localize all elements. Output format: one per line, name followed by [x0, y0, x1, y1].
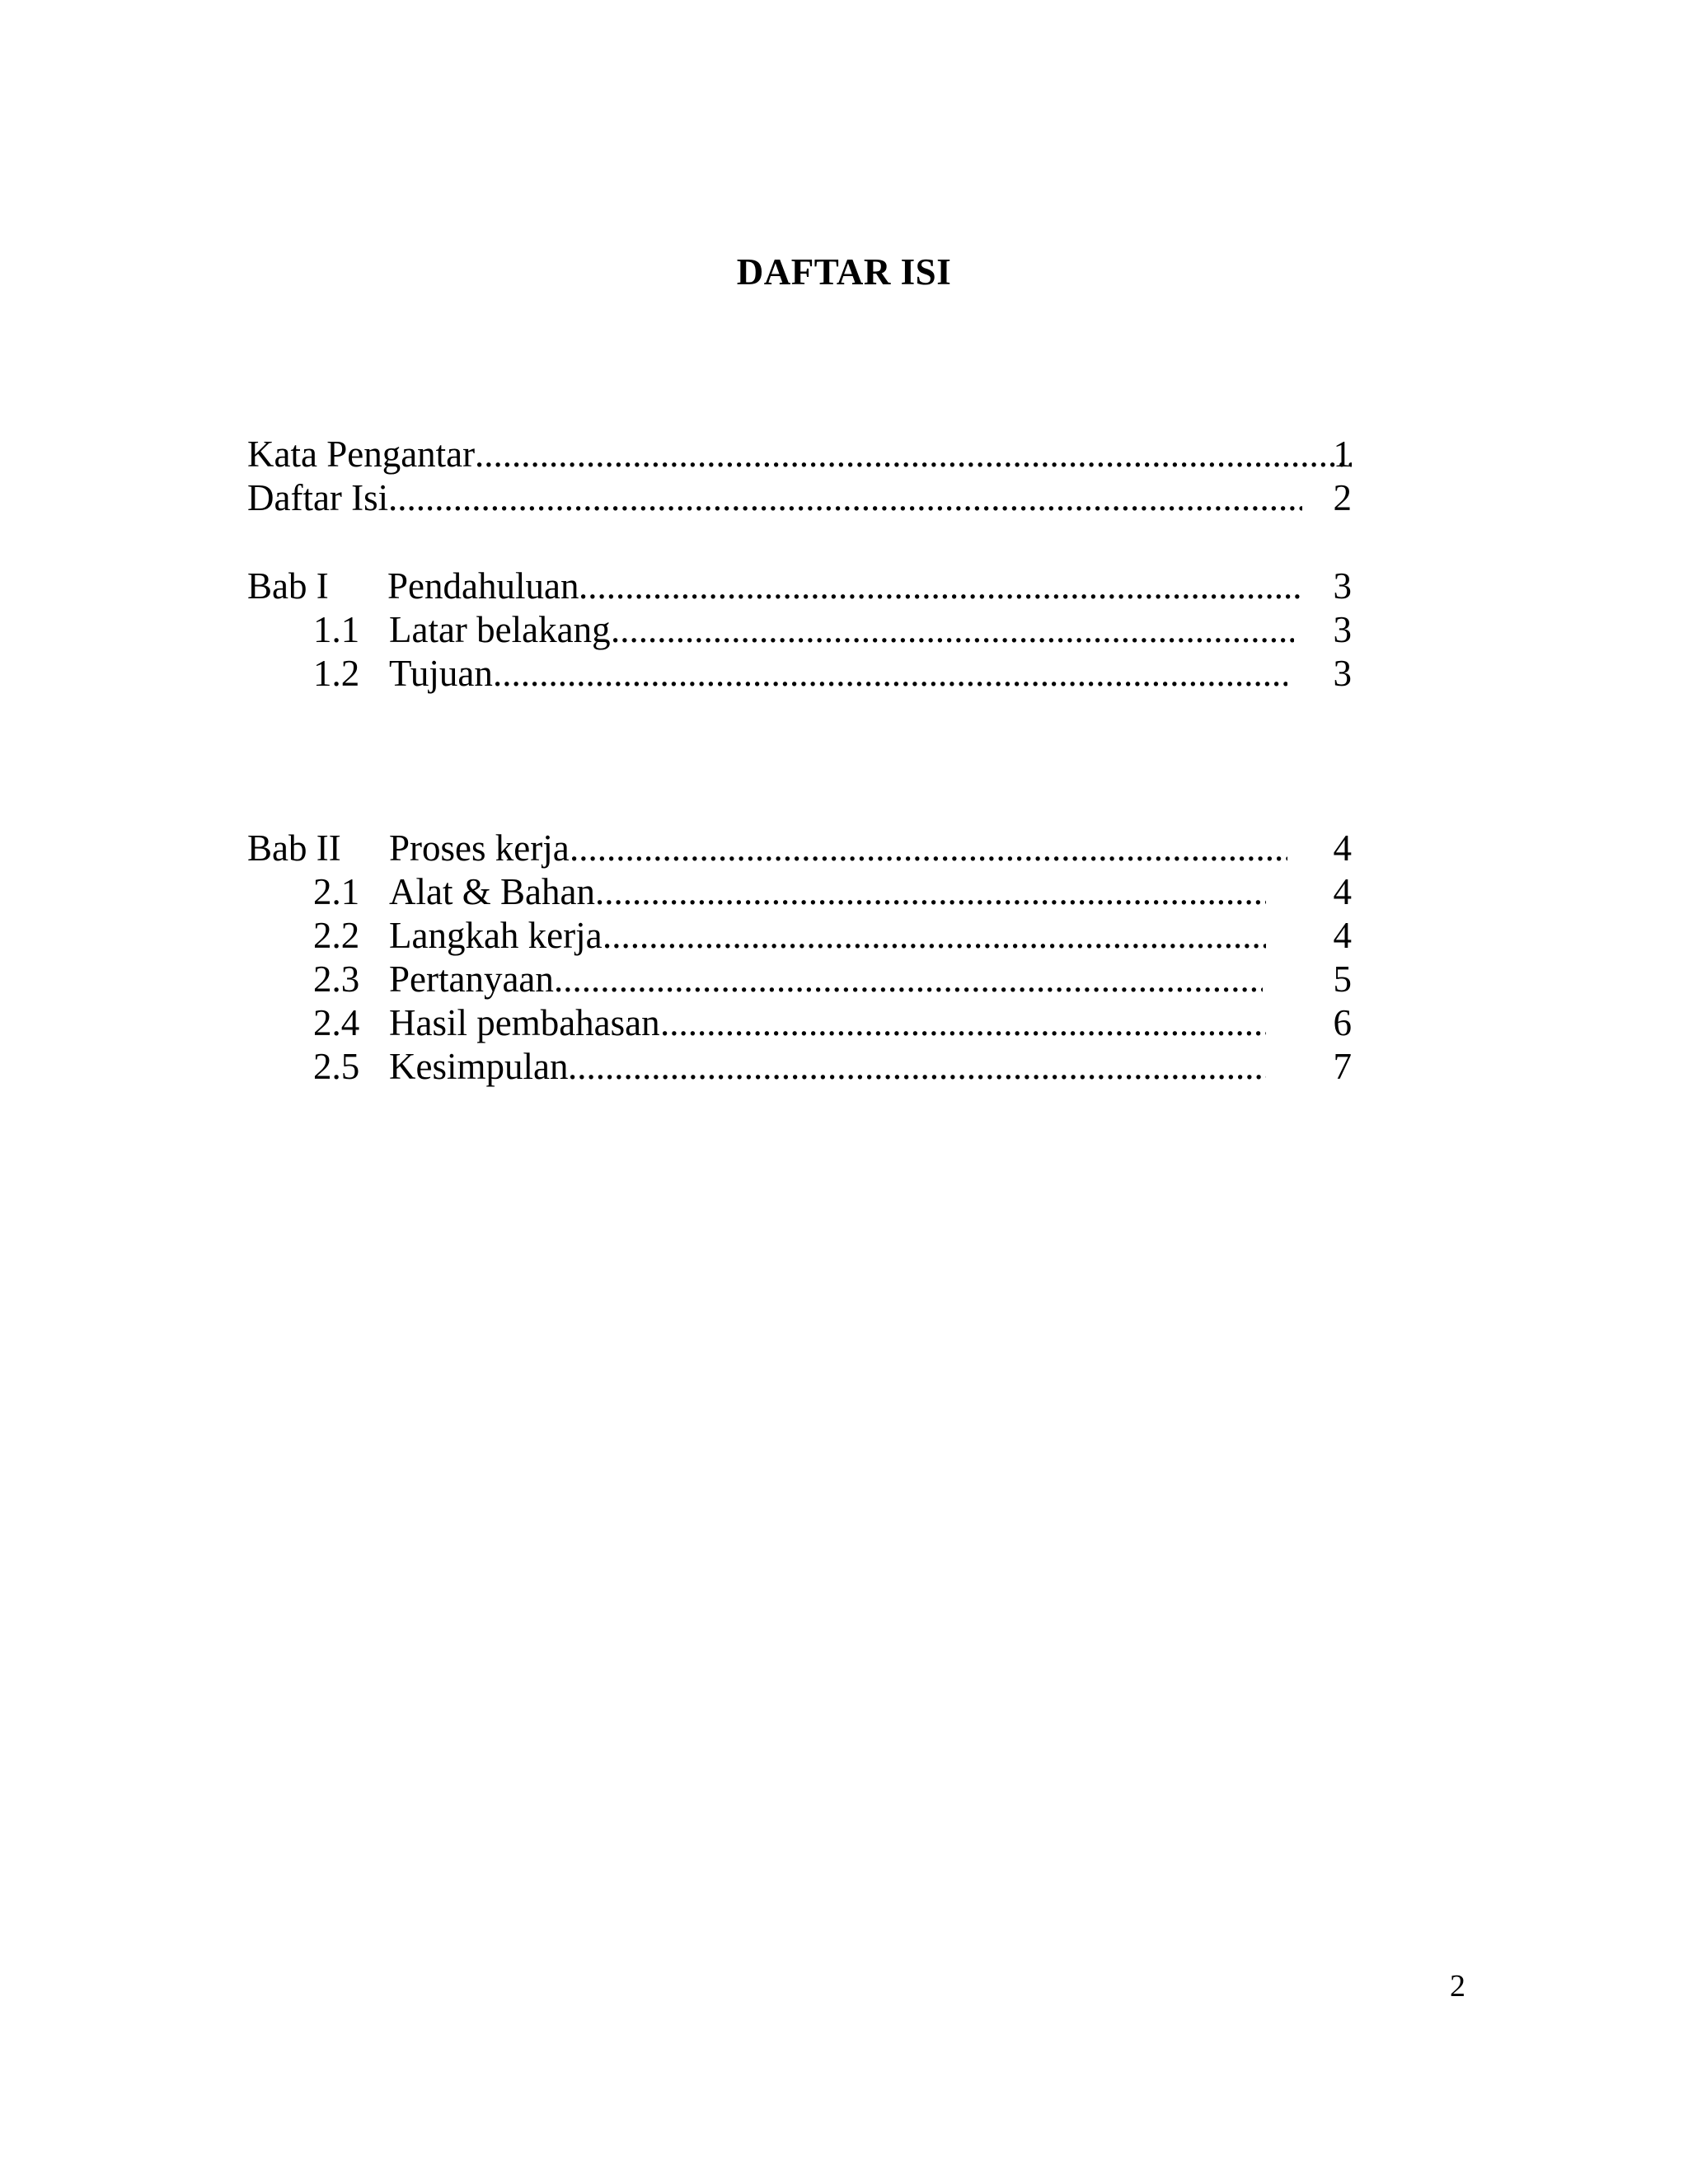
toc-entry-2-3 — [247, 957, 1263, 1001]
page-title: DAFTAR ISI — [736, 251, 952, 293]
toc-leader-dots — [493, 651, 1287, 696]
toc-entry-2-2 — [247, 913, 1266, 958]
toc-leader-dots — [611, 607, 1294, 652]
toc-entry-label: Tujuan — [389, 653, 493, 694]
toc-entry-bab-2 — [247, 826, 1287, 870]
toc-section-number: 2.2 — [313, 915, 360, 956]
toc-page-number: 7 — [1333, 1046, 1352, 1087]
toc-entry-label: Langkah kerja — [389, 915, 603, 956]
toc-entry-kata-pengantar — [247, 432, 1352, 476]
toc-page-number: 3 — [1333, 653, 1352, 694]
toc-page-number: 4 — [1333, 915, 1352, 956]
footer-page-number: 2 — [1450, 1969, 1465, 2004]
toc-entry-label: Latar belakang — [389, 609, 611, 650]
toc-section-number: 2.4 — [313, 1002, 360, 1043]
toc-leader-dots — [388, 476, 1302, 520]
toc-entry-2-1 — [247, 869, 1266, 914]
toc-leader-dots — [554, 957, 1263, 1001]
toc-leader-dots — [568, 1044, 1266, 1089]
toc-leader-dots — [595, 869, 1266, 914]
toc-page-number: 3 — [1333, 609, 1352, 650]
toc-page-number: 5 — [1333, 958, 1352, 1000]
toc-section-number: 1.1 — [313, 609, 360, 650]
toc-entry-label: Proses kerja — [389, 827, 570, 869]
toc-entry-label: Pendahuluan — [387, 565, 579, 607]
toc-entry-label: Daftar Isi — [247, 477, 389, 518]
toc-entry-label: Kata Pengantar — [247, 434, 476, 475]
toc-entry-label: Hasil pembahasan — [389, 1002, 660, 1043]
toc-entry-bab-1 — [247, 564, 1302, 608]
toc-entry-1-2 — [247, 651, 1287, 696]
toc-entry-daftar-isi — [247, 476, 1302, 520]
toc-leader-dots — [570, 826, 1287, 870]
toc-section-number: 2.3 — [313, 958, 360, 1000]
toc-entry-2-4 — [247, 1001, 1266, 1045]
toc-leader-dots — [579, 564, 1302, 608]
toc-leader-dots — [475, 432, 1352, 476]
toc-section-number: 2.1 — [313, 871, 360, 912]
toc-chapter-prefix: Bab II — [247, 827, 341, 869]
toc-section-number: 1.2 — [313, 653, 360, 694]
toc-page-number: 6 — [1333, 1002, 1352, 1043]
toc-page-number: 3 — [1333, 565, 1352, 607]
toc-entry-label: Alat & Bahan — [389, 871, 595, 912]
toc-leader-dots — [660, 1001, 1266, 1045]
toc-entry-1-1 — [247, 607, 1294, 652]
toc-page-number: 1 — [1333, 434, 1352, 475]
toc-leader-dots — [603, 913, 1266, 958]
toc-chapter-prefix: Bab I — [247, 565, 329, 607]
toc-page-number: 4 — [1333, 827, 1352, 869]
toc-entry-label: Kesimpulan — [389, 1046, 569, 1087]
toc-entry-2-5 — [247, 1044, 1266, 1089]
toc-page-number: 2 — [1333, 477, 1352, 518]
toc-page-number: 4 — [1333, 871, 1352, 912]
toc-section-number: 2.5 — [313, 1046, 360, 1087]
toc-entry-label: Pertanyaan — [389, 958, 554, 1000]
